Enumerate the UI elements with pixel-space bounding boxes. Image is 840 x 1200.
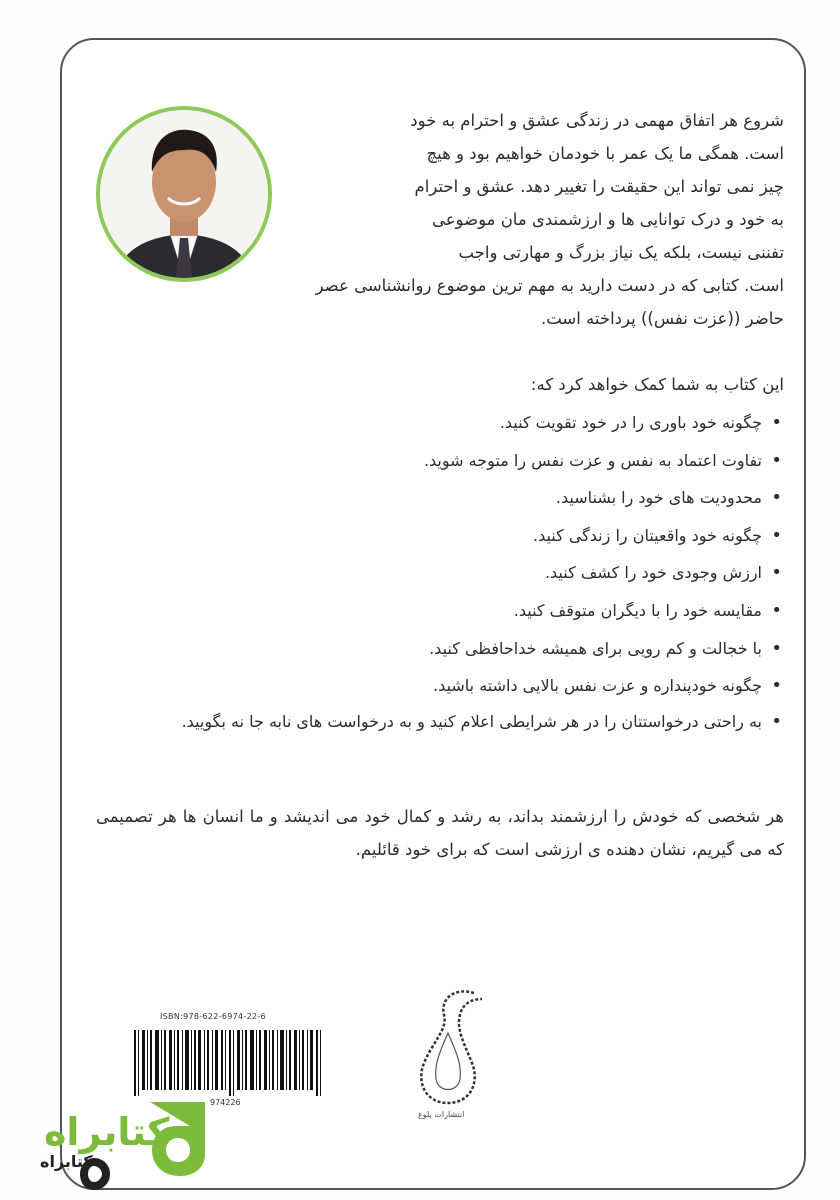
isbn-text: ISBN:978-622-6974-22-6 <box>160 1012 266 1021</box>
list-item: • چگونه خودپنداره و عزت نفس بالایی داشته باشید. <box>96 667 784 705</box>
list-item: • تفاوت اعتماد به نفس و عزت نفس را متوجه شوید. <box>96 442 784 480</box>
lead-sentence: این کتاب به شما کمک خواهد کرد که: <box>530 375 784 394</box>
barcode <box>134 1030 330 1096</box>
intro-line: به خود و درک توانایی ها و ارزشمندی مان موضوعی <box>431 210 784 229</box>
list-item: • چگونه خود واقعیتان را زندگی کنید. <box>96 517 784 555</box>
intro-line: است. همگی ما یک عمر با خودمان خواهیم بود و هیچ <box>426 144 784 163</box>
benefits-list <box>96 404 784 738</box>
list-item: • محدودیت های خود را بشناسید. <box>96 479 784 517</box>
list-item: • با خجالت و کم رویی برای همیشه خداحافظی کنید. <box>96 630 784 668</box>
closing-paragraph: هر شخصی که خودش را ارزشمند بداند، به رشد و کمال خود می اندیشد و ما انسان ها هر تصمیمی که می گیریم، نشان دهنده ی ارزشی است که برای خود قائلیم. <box>96 807 784 859</box>
publisher-name: انتشارات بلوغ <box>418 1110 465 1119</box>
intro-line: حاضر ((عزت نفس)) پرداخته است. <box>540 309 784 328</box>
intro-line: چیز نمی تواند این حقیقت را تغییر دهد. عشق و احترام <box>414 177 784 196</box>
intro-line: است. کتابی که در دست دارید به مهم ترین موضوع روانشناسی عصر <box>315 276 784 295</box>
intro-line: شروع هر اتفاق مهمی در زندگی عشق و احترام به خود <box>410 111 784 130</box>
brand-name: کتابراه <box>44 1110 170 1154</box>
publisher-teardrop-logo <box>404 985 494 1110</box>
list-item: • مقایسه خود را با دیگران متوقف کنید. <box>96 592 784 630</box>
barcode-number: 974226 <box>210 1098 241 1107</box>
brand-name-small: کتابراه <box>40 1152 93 1171</box>
list-item: • به راحتی درخواستتان را در هر شرایطی اعلام کنید و به درخواست های نابه جا نه بگویید. <box>96 705 784 738</box>
list-item: • چگونه خود باوری را در خود تقویت کنید. <box>96 404 784 442</box>
intro-paragraph <box>96 104 784 335</box>
intro-line: تفننی نیست، بلکه یک نیاز بزرگ و مهارتی واجب <box>458 243 784 262</box>
list-item: • ارزش وجودی خود را کشف کنید. <box>96 554 784 592</box>
